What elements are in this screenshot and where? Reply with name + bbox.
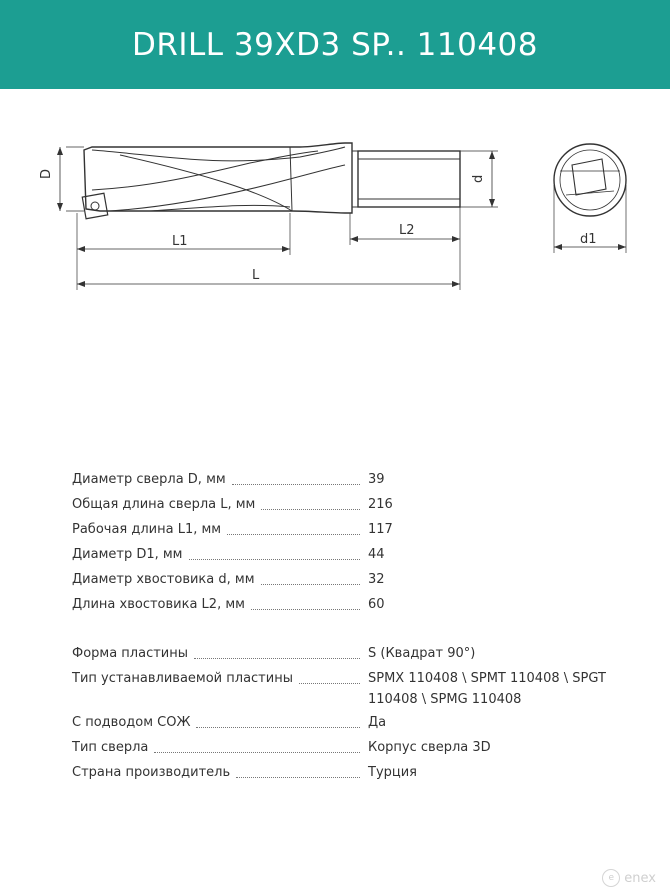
spec-label: С подводом СОЖ [72,715,191,730]
leader-dots [196,710,360,728]
leader-dots [227,517,360,535]
dim-label-d: d [471,174,486,183]
spec-row [72,492,632,517]
page-header [0,0,670,89]
spec-label: Диаметр сверла D, мм [72,472,226,487]
spec-row [72,641,632,666]
enex-watermark [602,869,656,887]
spec-label: Рабочая длина L1, мм [72,522,222,537]
spec-row [72,542,632,567]
spec-row [72,567,632,592]
dim-label-L1: L1 [172,234,188,249]
spec-value: 216 [368,497,393,512]
spec-label: Диаметр хвостовика d, мм [72,572,255,587]
spec-row [72,666,632,710]
spec-label: Длина хвостовика L2, мм [72,597,245,612]
spec-row [72,517,632,542]
leader-dots [194,641,360,659]
end-view-insert [572,159,606,195]
leader-dots [154,735,360,753]
leader-dots [232,467,360,485]
leader-dots [189,542,361,560]
spec-group-properties [72,641,632,785]
spec-label: Страна производитель [72,765,231,780]
spec-row [72,735,632,760]
dim-label-d1: d1 [580,232,597,247]
spec-value: Да [368,715,387,730]
leader-dots [236,760,360,778]
watermark-text: enex [624,870,656,886]
spec-row [72,592,632,617]
enex-logo-icon: e [602,869,620,887]
drill-technical-drawing [0,95,670,295]
spec-value: 60 [368,597,385,612]
drill-flute-2 [92,151,318,190]
spec-value: Турция [368,765,418,780]
spec-value: SPMX 110408 \ SPMT 110408 \ SPGT 110408 \ SPMG 110408 [368,671,606,707]
spec-label: Тип сверла [72,740,149,755]
spec-label: Общая длина сверла L, мм [72,497,256,512]
dim-label-L2: L2 [399,223,415,238]
drill-flute-3 [110,165,345,211]
spec-label: Тип устанавливаемой пластины [72,671,293,686]
spec-label: Диаметр D1, мм [72,547,183,562]
dim-label-L: L [252,268,260,283]
spec-group-dimensions [72,467,632,617]
spec-value: 44 [368,547,385,562]
spec-value: 32 [368,572,385,587]
spec-value: 39 [368,472,385,487]
insert-screw [91,202,99,210]
spec-row [72,760,632,785]
leader-dots [251,592,360,610]
drill-flute-5 [120,155,292,211]
spec-label: Форма пластины [72,646,189,661]
drill-body-outline [84,143,352,213]
specifications-list [72,467,632,785]
drill-flute-4 [150,205,290,211]
spec-row [72,467,632,492]
leader-dots [261,567,360,585]
page-title: DRILL 39XD3 SP.. 110408 [131,26,539,63]
dim-label-D: D [39,168,54,179]
group-spacer [72,617,632,641]
spec-value: Корпус сверла 3D [368,740,491,755]
end-view-outer [554,144,626,216]
spec-value: S (Квадрат 90°) [368,646,476,661]
spec-value: 117 [368,522,393,537]
spec-row [72,710,632,735]
leader-dots [299,666,360,684]
drill-flute-1 [92,147,345,161]
leader-dots [261,492,360,510]
